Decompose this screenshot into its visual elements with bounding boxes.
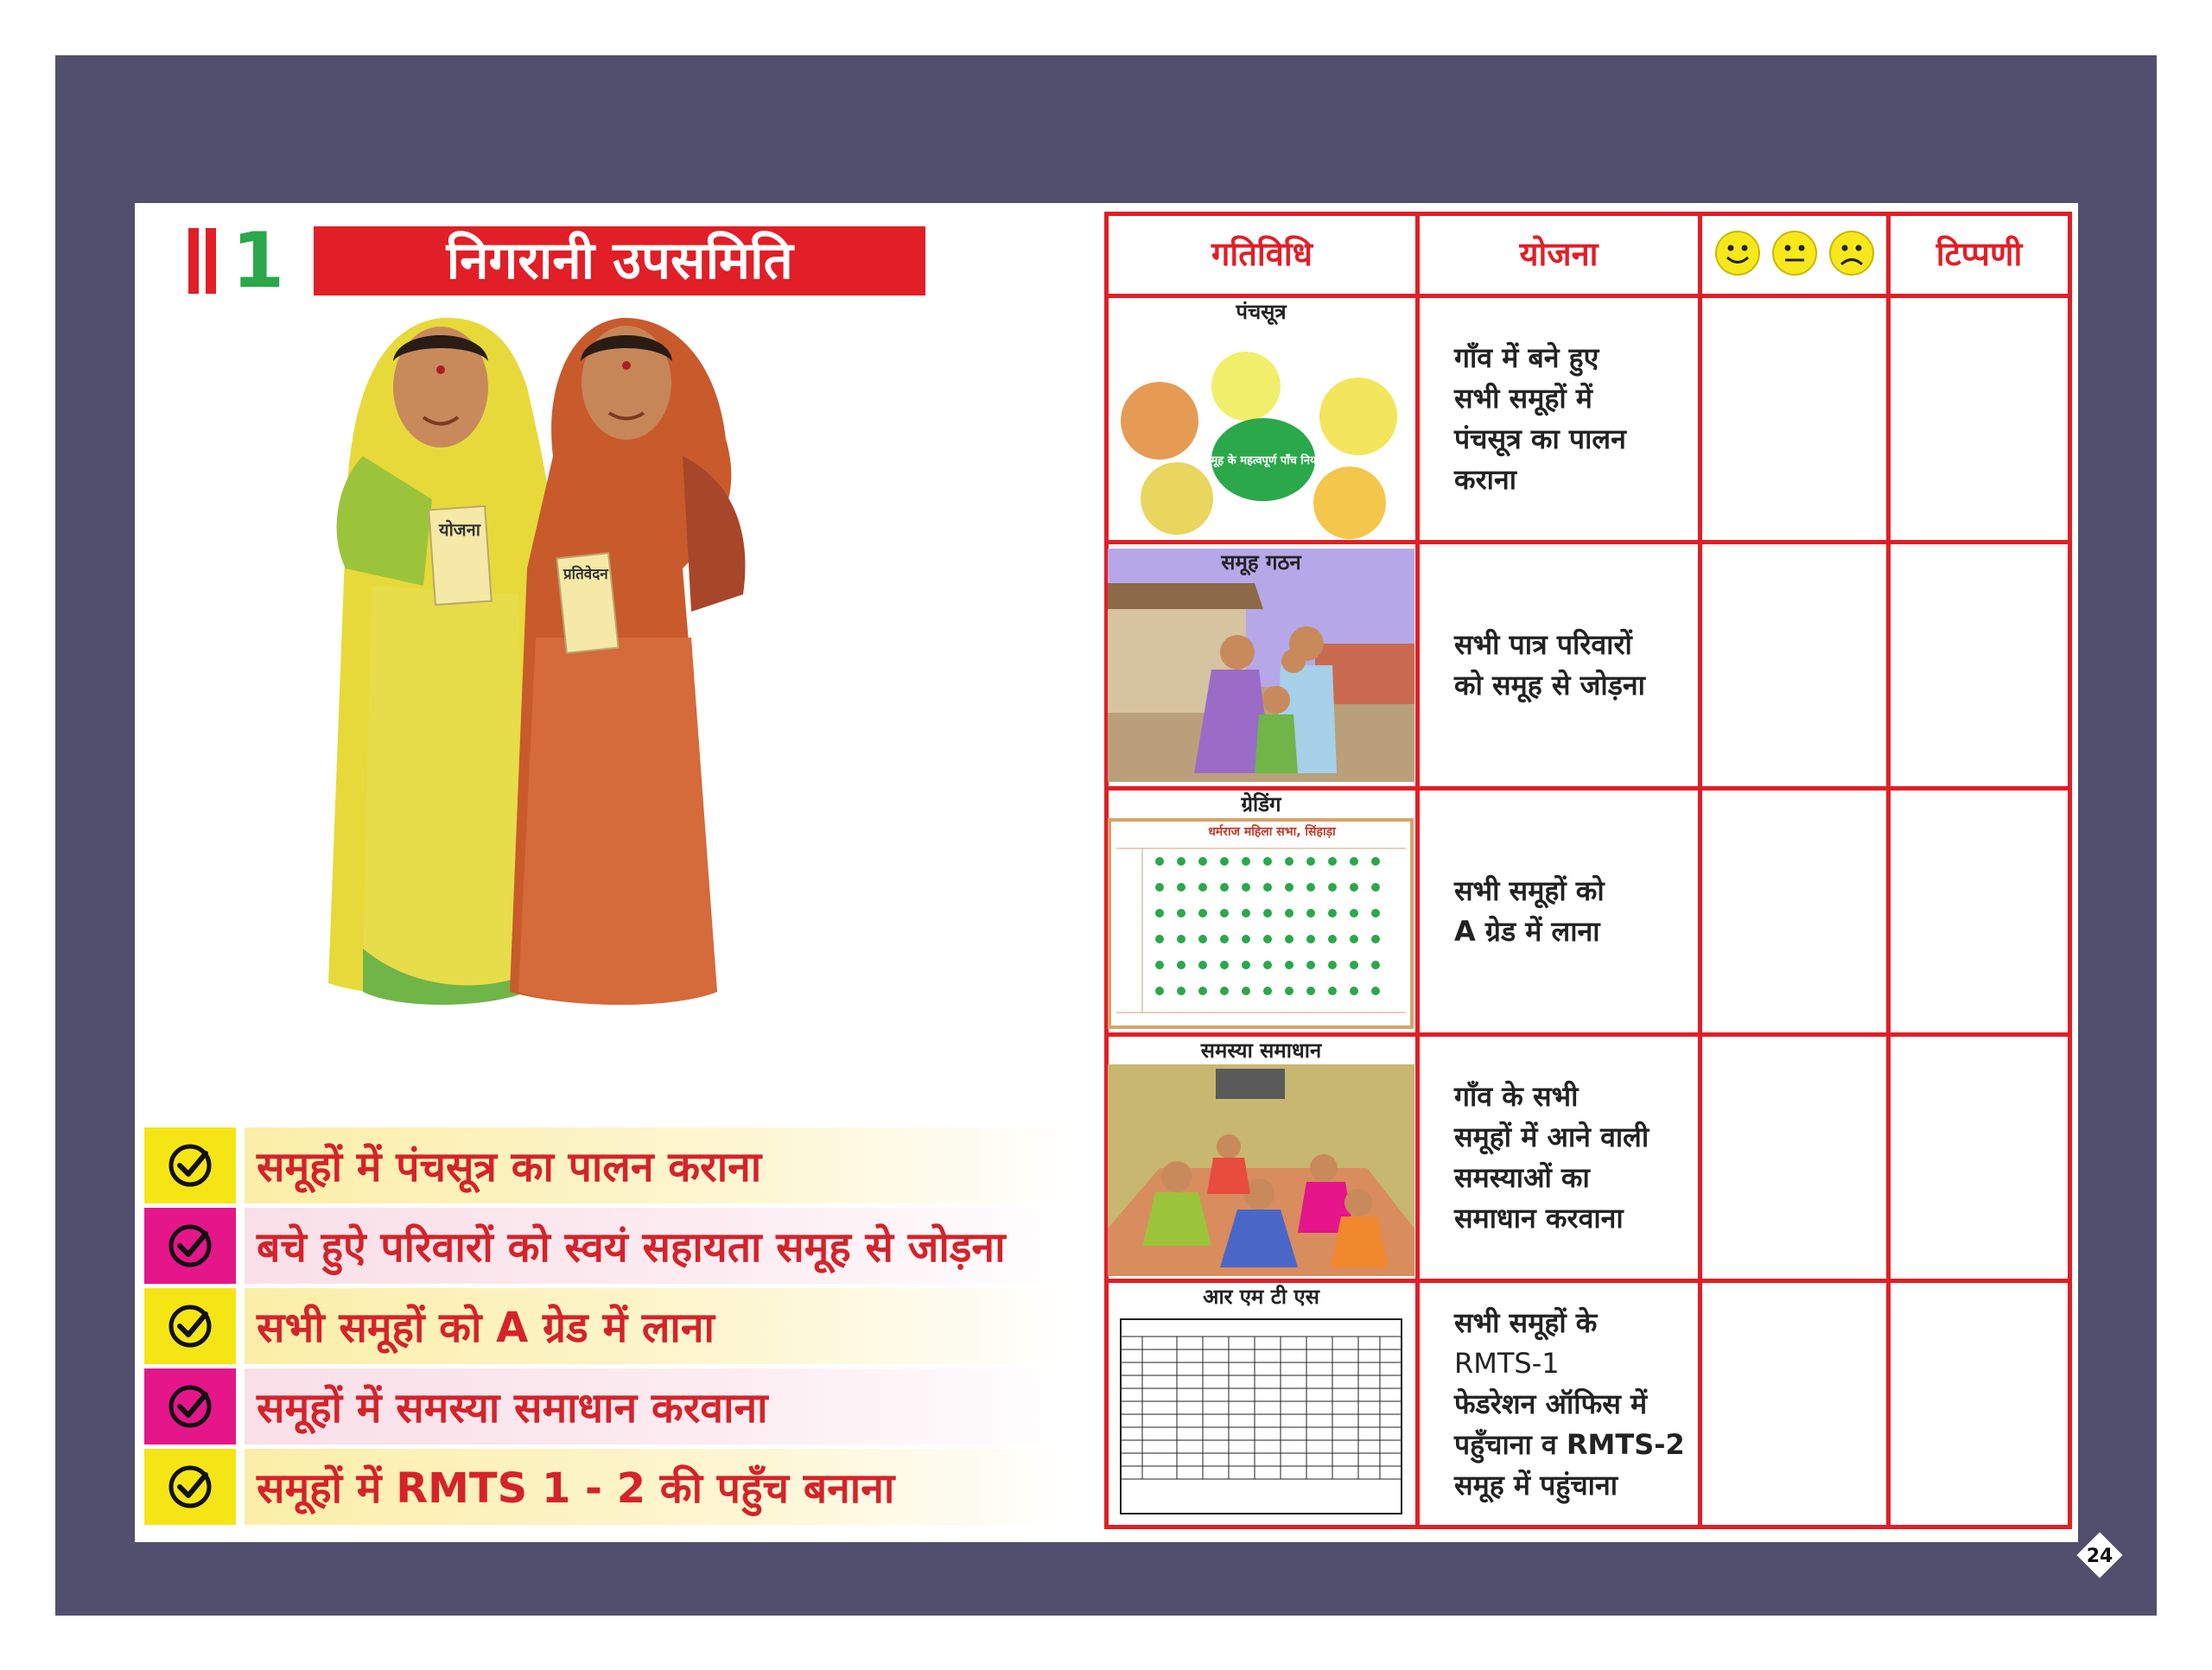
checklist-text: समूहों में समस्या समाधान करवाना xyxy=(245,1368,1073,1445)
checklist-text: समूहों में RMTS 1 - 2 की पहुँच बनाना xyxy=(245,1449,1073,1525)
checkmark-icon xyxy=(144,1368,236,1445)
section-title xyxy=(188,216,925,305)
checkmark-icon xyxy=(144,1288,236,1364)
problem-solving-image xyxy=(1108,1064,1414,1276)
checklist-item xyxy=(144,1127,1073,1203)
checklist-item xyxy=(144,1288,1073,1364)
checklist-text: बचे हुऐ परिवारों को स्वयं सहायता समूह से जोड़ना xyxy=(245,1208,1073,1284)
plan-line: सभी समूहों के xyxy=(1454,1305,1598,1339)
plan-grading xyxy=(1454,791,1713,1032)
activity-label: समूह गठन xyxy=(1221,550,1301,575)
plan-line: गाँव में बने हुए xyxy=(1454,341,1599,374)
checkmark-icon xyxy=(144,1127,236,1203)
activity-rmts xyxy=(1108,1283,1414,1525)
activity-label: आर एम टी एस xyxy=(1203,1285,1319,1309)
checklist-item xyxy=(144,1449,1073,1525)
checkmark-icon xyxy=(144,1449,236,1525)
plan-line: फेडरेशन ऑफिस में xyxy=(1454,1387,1648,1420)
header-rating xyxy=(1702,212,1886,294)
activity-grading xyxy=(1108,791,1414,1032)
plan-line: समस्याओं का xyxy=(1454,1161,1590,1194)
checkmark-icon xyxy=(144,1208,236,1284)
plan-line: सभी समूहों में xyxy=(1454,382,1592,415)
header-plan: योजना xyxy=(1519,234,1599,273)
neutral-face-icon xyxy=(1771,230,1818,276)
header-remarks: टिप्पणी xyxy=(1936,234,2023,273)
plan-line: सभी समूहों को xyxy=(1454,874,1605,907)
activity-problem-solving xyxy=(1108,1037,1414,1279)
plan-panchsutra xyxy=(1454,298,1713,540)
plan-line: को समूह से जोड़ना xyxy=(1454,669,1645,702)
plan-line: समाधान करवाना xyxy=(1454,1202,1624,1235)
checklist-item xyxy=(144,1208,1073,1284)
plan-line: पहुँचाना व RMTS-2 xyxy=(1454,1427,1685,1461)
rmts-form-image xyxy=(1108,1311,1414,1522)
two-women-illustration xyxy=(311,309,812,1087)
activity-label: पंचसूत्र xyxy=(1236,300,1287,324)
plan-rmts xyxy=(1454,1283,1713,1525)
checklist-item xyxy=(144,1368,1073,1445)
grading-chart-image xyxy=(1108,818,1414,1030)
panchsutra-image-text: समूह के महत्वपूर्ण पाँच नियम xyxy=(1203,454,1324,467)
activity-label: ग्रेडिंग xyxy=(1241,792,1281,816)
section-number: 1 xyxy=(232,216,285,305)
title-bars-icon xyxy=(188,228,216,294)
plan-problem-solving xyxy=(1454,1037,1713,1279)
plan-line: समूह में पहुंचाना xyxy=(1454,1468,1618,1502)
right-book-label: प्रतिवेदन xyxy=(563,566,608,583)
page-number-badge xyxy=(2074,1529,2126,1581)
plan-line: RMTS-1 xyxy=(1454,1346,1560,1380)
plan-line: सभी पात्र परिवारों xyxy=(1454,628,1632,661)
panchsutra-image xyxy=(1108,326,1414,540)
sad-face-icon xyxy=(1828,230,1875,276)
plan-group-formation xyxy=(1454,544,1713,786)
activity-group-formation xyxy=(1108,549,1414,782)
activity-panchsutra xyxy=(1108,298,1414,540)
checklist-text: समूहों में पंचसूत्र का पालन कराना xyxy=(245,1127,1073,1203)
plan-line: पंचसूत्र का पालन xyxy=(1454,422,1626,455)
header-activity: गतिविधि xyxy=(1211,234,1313,273)
checklist-text: सभी समूहों को A ग्रेड में लाना xyxy=(245,1288,1073,1364)
woman-orange-figure xyxy=(510,318,745,1005)
section-title-text: निगरानी उपसमिति xyxy=(314,226,925,295)
left-book-label: योजना xyxy=(439,519,480,540)
objectives-checklist xyxy=(144,1127,1073,1529)
plan-line: समूहों में आने वाली xyxy=(1454,1121,1649,1153)
plan-line: गाँव के सभी xyxy=(1454,1080,1579,1113)
activity-label: समस्या समाधान xyxy=(1200,1038,1322,1063)
happy-face-icon xyxy=(1714,230,1761,276)
plan-line: कराना xyxy=(1454,463,1517,496)
group-formation-image xyxy=(1108,549,1414,782)
plan-line: A ग्रेड में लाना xyxy=(1454,915,1600,948)
page-number: 24 xyxy=(2086,1546,2113,1567)
monitoring-table xyxy=(1104,212,2072,1529)
grading-image-text: धर्मराज महिला सभा, सिंहाड़ा xyxy=(1208,825,1336,839)
